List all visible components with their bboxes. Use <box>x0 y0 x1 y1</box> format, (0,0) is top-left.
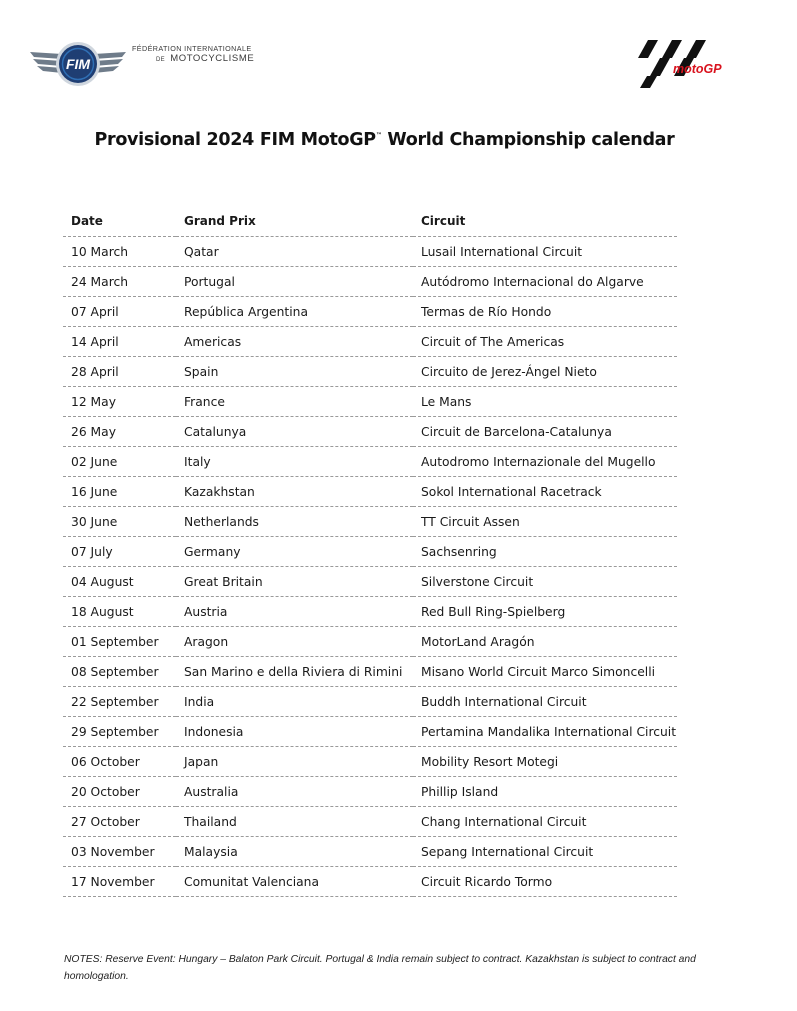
grand-prix-cell: Catalunya <box>176 417 413 447</box>
page-title-main: Provisional 2024 FIM MotoGP <box>94 130 376 150</box>
date-cell: 14 April <box>63 327 176 357</box>
circuit-cell: TT Circuit Assen <box>413 507 677 537</box>
circuit-cell: Phillip Island <box>413 777 677 807</box>
table-row <box>63 717 677 747</box>
grand-prix-cell: Aragon <box>176 627 413 657</box>
table-row <box>63 657 677 687</box>
table-row <box>63 627 677 657</box>
footnote-notes: NOTES: Reserve Event: Hungary – Balaton Park Circuit. Portugal & India remain subject to contract. Kazakhstan is subject to contract and homologation. <box>64 954 696 982</box>
fim-name-line2 <box>156 54 254 64</box>
fim-wordmark <box>132 45 254 64</box>
circuit-cell: Silverstone Circuit <box>413 567 677 597</box>
column-header-date: Date <box>63 206 176 237</box>
fim-badge-text: FIM <box>65 56 91 72</box>
date-cell: 17 November <box>63 867 176 897</box>
circuit-cell: Sepang International Circuit <box>413 837 677 867</box>
trademark-mark: ™ <box>375 132 382 139</box>
date-cell: 16 June <box>63 477 176 507</box>
table-row <box>63 387 677 417</box>
grand-prix-cell: Kazakhstan <box>176 477 413 507</box>
date-cell: 10 March <box>63 237 176 267</box>
circuit-cell: Red Bull Ring-Spielberg <box>413 597 677 627</box>
table-row <box>63 357 677 387</box>
table-row <box>63 837 677 867</box>
circuit-cell: Circuit de Barcelona-Catalunya <box>413 417 677 447</box>
grand-prix-cell: Comunitat Valenciana <box>176 867 413 897</box>
date-cell: 04 August <box>63 567 176 597</box>
circuit-cell: Misano World Circuit Marco Simoncelli <box>413 657 677 687</box>
circuit-cell: Autodromo Internazionale del Mugello <box>413 447 677 477</box>
date-cell: 01 September <box>63 627 176 657</box>
circuit-cell: Circuit of The Americas <box>413 327 677 357</box>
grand-prix-cell: Qatar <box>176 237 413 267</box>
date-cell: 30 June <box>63 507 176 537</box>
page-title-rest: World Championship calendar <box>381 130 675 150</box>
grand-prix-cell: Great Britain <box>176 567 413 597</box>
grand-prix-cell: Americas <box>176 327 413 357</box>
table-row <box>63 777 677 807</box>
grand-prix-cell: Japan <box>176 747 413 777</box>
circuit-cell: Lusail International Circuit <box>413 237 677 267</box>
table-header-row <box>63 206 677 237</box>
calendar-table <box>63 206 677 897</box>
date-cell: 24 March <box>63 267 176 297</box>
grand-prix-cell: San Marino e della Riviera di Rimini <box>176 657 413 687</box>
fim-logo <box>28 40 128 88</box>
circuit-cell: Autódromo Internacional do Algarve <box>413 267 677 297</box>
grand-prix-cell: Portugal <box>176 267 413 297</box>
table-row <box>63 297 677 327</box>
table-row <box>63 567 677 597</box>
fim-name-main: MOTOCYCLISME <box>170 53 255 65</box>
table-row <box>63 237 677 267</box>
grand-prix-cell: Australia <box>176 777 413 807</box>
grand-prix-cell: Germany <box>176 537 413 567</box>
grand-prix-cell: Netherlands <box>176 507 413 537</box>
circuit-cell: Sachsenring <box>413 537 677 567</box>
date-cell: 20 October <box>63 777 176 807</box>
grand-prix-cell: Indonesia <box>176 717 413 747</box>
table-row <box>63 477 677 507</box>
table-row <box>63 597 677 627</box>
table-row <box>63 537 677 567</box>
date-cell: 07 July <box>63 537 176 567</box>
date-cell: 02 June <box>63 447 176 477</box>
date-cell: 28 April <box>63 357 176 387</box>
date-cell: 12 May <box>63 387 176 417</box>
circuit-cell: Mobility Resort Motegi <box>413 747 677 777</box>
table-row <box>63 417 677 447</box>
date-cell: 06 October <box>63 747 176 777</box>
date-cell: 22 September <box>63 687 176 717</box>
motogp-logo <box>636 36 740 90</box>
circuit-cell: Circuito de Jerez-Ángel Nieto <box>413 357 677 387</box>
grand-prix-cell: Thailand <box>176 807 413 837</box>
table-row <box>63 807 677 837</box>
circuit-cell: Chang International Circuit <box>413 807 677 837</box>
circuit-cell: Le Mans <box>413 387 677 417</box>
date-cell: 26 May <box>63 417 176 447</box>
table-row <box>63 867 677 897</box>
circuit-cell: MotorLand Aragón <box>413 627 677 657</box>
date-cell: 03 November <box>63 837 176 867</box>
fim-name-line1: FÉDÉRATION INTERNATIONALE <box>132 44 252 53</box>
grand-prix-cell: República Argentina <box>176 297 413 327</box>
table-row <box>63 687 677 717</box>
grand-prix-cell: France <box>176 387 413 417</box>
column-header-circuit: Circuit <box>413 206 677 237</box>
date-cell: 27 October <box>63 807 176 837</box>
grand-prix-cell: Malaysia <box>176 837 413 867</box>
grand-prix-cell: Spain <box>176 357 413 387</box>
fim-name-prefix: DE <box>156 57 165 64</box>
circuit-cell: Sokol International Racetrack <box>413 477 677 507</box>
date-cell: 18 August <box>63 597 176 627</box>
motogp-wordmark: motoGP <box>673 62 722 76</box>
grand-prix-cell: Austria <box>176 597 413 627</box>
date-cell: 29 September <box>63 717 176 747</box>
circuit-cell: Circuit Ricardo Tormo <box>413 867 677 897</box>
date-cell: 07 April <box>63 297 176 327</box>
table-row <box>63 447 677 477</box>
circuit-cell: Pertamina Mandalika International Circuit <box>413 717 677 747</box>
table-row <box>63 507 677 537</box>
date-cell: 08 September <box>63 657 176 687</box>
table-row <box>63 327 677 357</box>
column-header-grand-prix: Grand Prix <box>176 206 413 237</box>
circuit-cell: Buddh International Circuit <box>413 687 677 717</box>
table-row <box>63 747 677 777</box>
page-title <box>0 130 769 150</box>
circuit-cell: Termas de Río Hondo <box>413 297 677 327</box>
grand-prix-cell: India <box>176 687 413 717</box>
grand-prix-cell: Italy <box>176 447 413 477</box>
table-row <box>63 267 677 297</box>
